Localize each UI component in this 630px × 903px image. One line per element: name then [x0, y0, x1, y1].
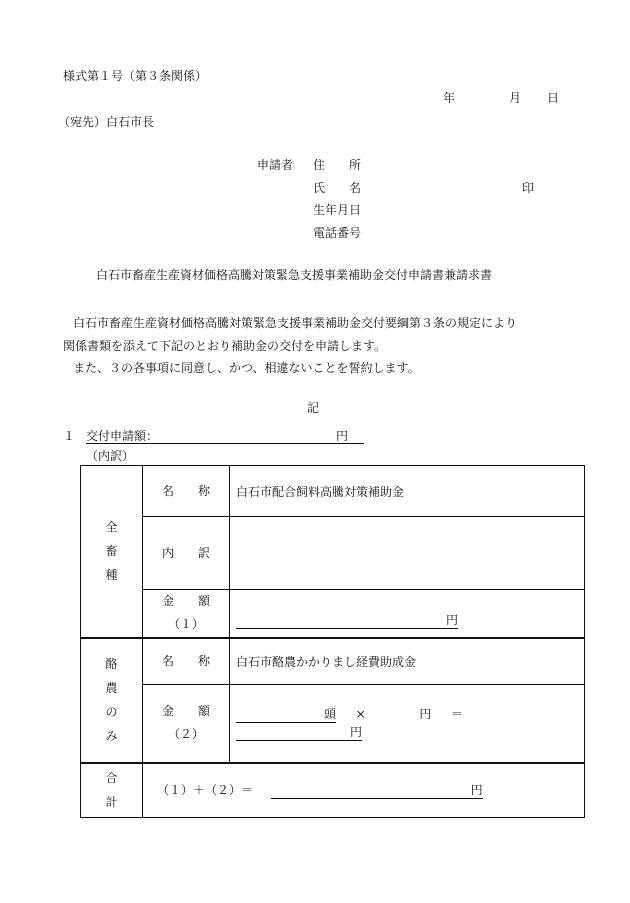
detail-value — [230, 517, 585, 590]
body-paragraph-1-line-1: 白石市畜産生産資材価格高騰対策緊急支援事業補助金交付要綱第３条の規定により — [73, 316, 518, 330]
name-label: 名 称 — [143, 466, 230, 517]
addressee: （宛先）白石市長 — [58, 115, 155, 129]
applicant-label: 申請者 — [257, 158, 294, 172]
unit-price-unit: 円 — [419, 707, 432, 722]
amount-2-unit: 円 — [349, 725, 362, 740]
application-amount-unit: 円 — [336, 429, 349, 443]
applicant-phone-label: 電話番号 — [313, 226, 362, 240]
table-row — [81, 517, 585, 590]
body-paragraph-2: また、３の各事項に同意し、かつ、相違ないことを誓約します。 — [73, 361, 420, 375]
subsidy-name-value: 白石市配合飼料高騰対策補助金 — [230, 466, 585, 517]
applicant-name-label: 氏 名 — [313, 181, 362, 195]
subsidy-table — [80, 465, 585, 818]
table-row — [81, 763, 585, 818]
total-formula: （１）＋（２）＝ — [157, 783, 254, 798]
detail-label: 内 訳 — [143, 517, 230, 590]
amount-1-label: 金 額 （１） — [143, 590, 230, 638]
amount-2-label: 金 額 （２） — [143, 685, 230, 763]
head-count-unit: 頭 — [323, 707, 336, 722]
amount-1-value — [230, 590, 585, 638]
application-amount-label: 交付申請額： — [86, 429, 159, 443]
form-number: 様式第１号（第３条関係） — [63, 69, 208, 83]
category-dairy-only: 酪 農 の み — [81, 638, 143, 763]
table-row — [81, 638, 585, 685]
equals-sign: ＝ — [451, 707, 464, 722]
grant-name-value: 白石市酪農かかりまし経費助成金 — [230, 638, 585, 685]
table-row — [81, 590, 585, 638]
item1-number: １ — [63, 429, 76, 443]
ki-heading: 記 — [307, 401, 320, 415]
table-row — [81, 685, 585, 763]
total-value — [143, 763, 585, 818]
seal-mark: 印 — [522, 181, 535, 195]
category-total: 合 計 — [81, 763, 143, 818]
category-all-livestock: 全 畜 種 — [81, 466, 143, 638]
body-paragraph-1-line-2: 関係書類を添えて下記のとおり補助金の交付を申請します。 — [63, 339, 387, 353]
applicant-address-label: 住 所 — [313, 158, 362, 172]
application-amount-line — [86, 430, 364, 444]
amount-2-value — [230, 685, 585, 763]
document-title: 白石市畜産生産資材価格高騰対策緊急支援事業補助金交付申請書兼請求書 — [96, 268, 493, 282]
total-unit: 円 — [470, 783, 483, 798]
date-day: 日 — [547, 91, 560, 105]
times-sign: × — [355, 707, 366, 722]
name-label: 名 称 — [143, 638, 230, 685]
amount-1-unit: 円 — [445, 613, 458, 628]
date-year: 年 — [443, 91, 456, 105]
table-row — [81, 466, 585, 517]
breakdown-label: （内訳） — [86, 449, 135, 463]
applicant-birthdate-label: 生年月日 — [313, 203, 362, 217]
date-month: 月 — [509, 91, 522, 105]
